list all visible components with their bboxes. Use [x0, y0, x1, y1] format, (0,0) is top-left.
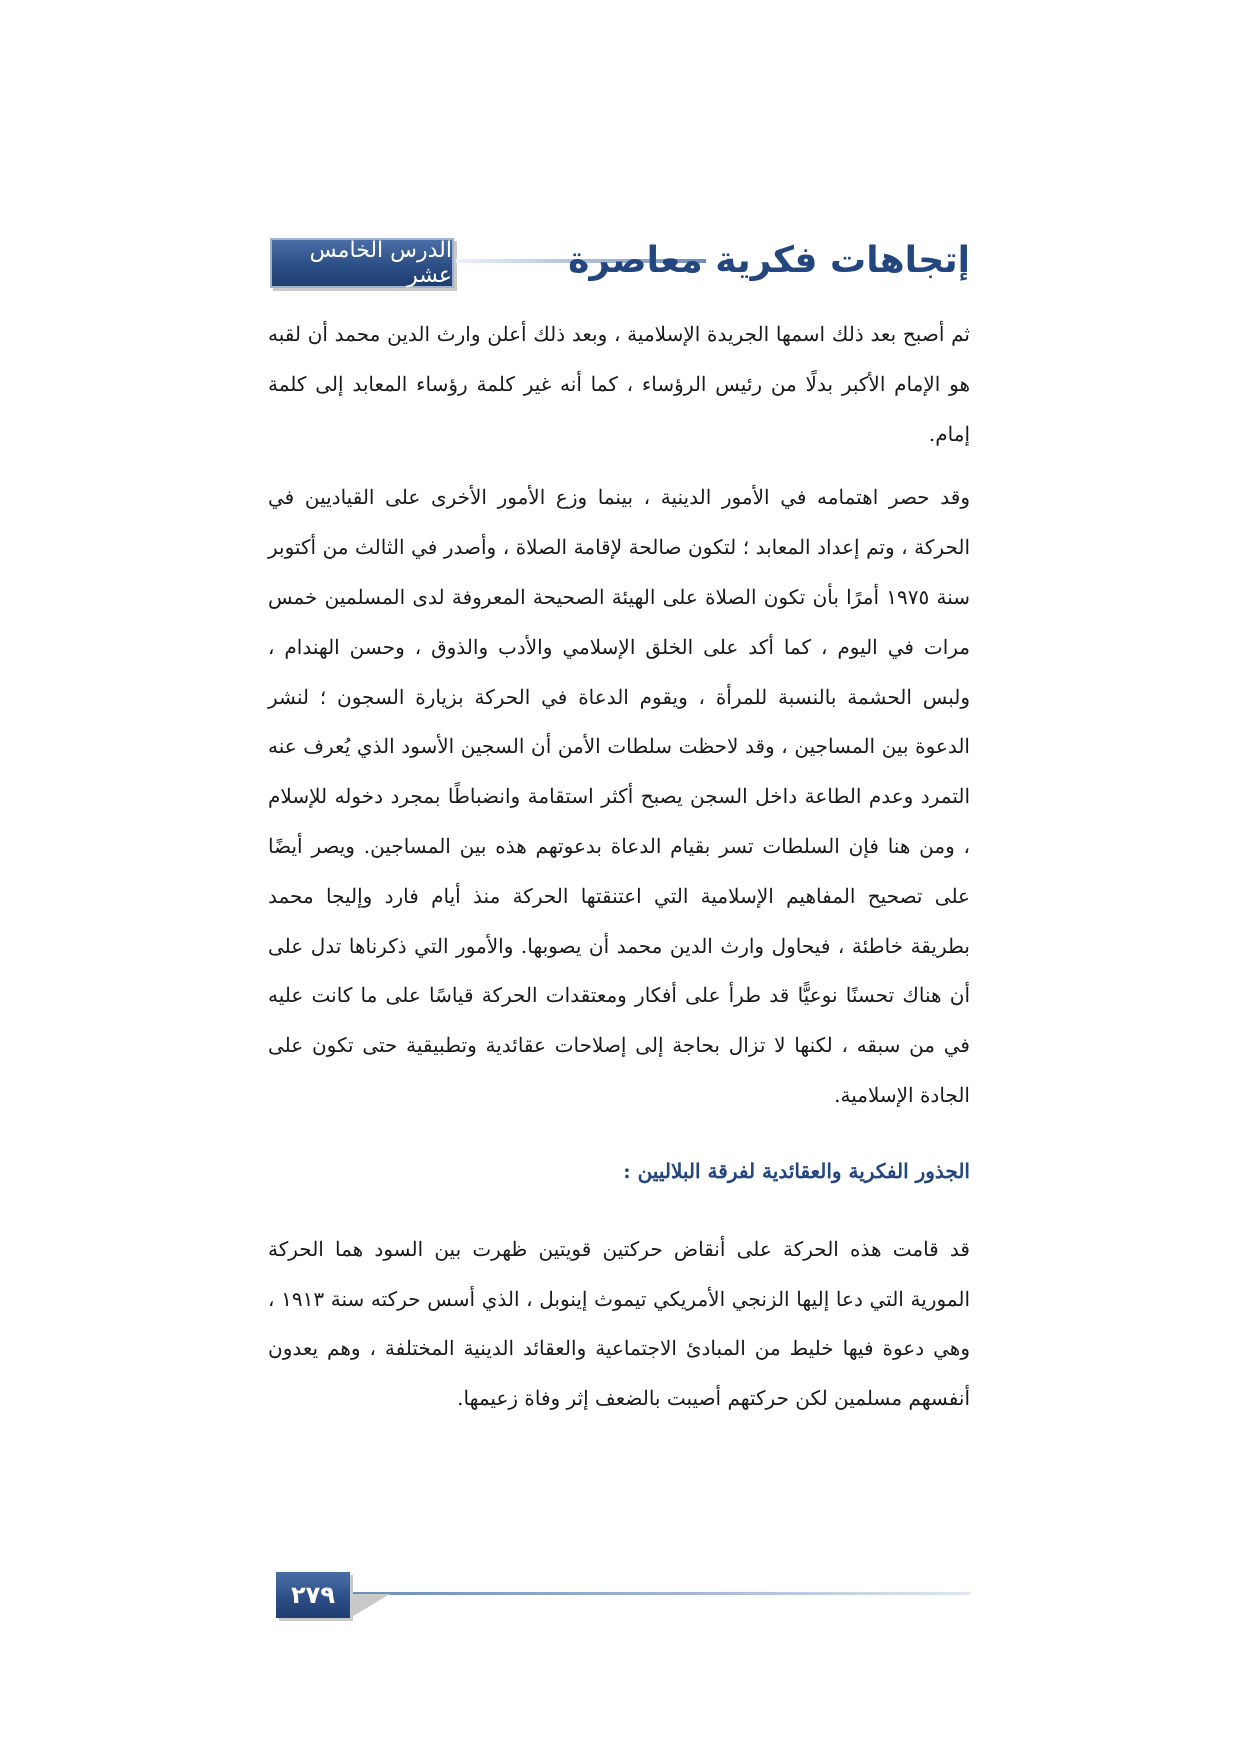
- book-title: إتجاهات فكرية معاصرة: [568, 239, 970, 281]
- footer-divider: [350, 1592, 970, 1595]
- lesson-badge: الدرس الخامس عشر: [270, 238, 454, 288]
- page-header: [270, 232, 970, 288]
- page-content: [268, 310, 970, 1424]
- page-footer: [276, 1572, 970, 1622]
- paragraph: قد قامت هذه الحركة على أنقاض حركتين قويتين ظهرت بين السود هما الحركة المورية التي دعا إليها الزنجي الأمريكي تيموث إينوبل ، الذي أسس حركته سنة ١٩١٣ ، وهي دعوة فيها خليط من المبادئ الاجتماعية والعقائد الدينية المختلفة ، وهم يعدون أنفسهم مسلمين لكن حركتهم أصيبت بالضعف إثر وفاة زعيمها.: [268, 1236, 971, 1411]
- page-number: ٢٧٩: [276, 1572, 350, 1618]
- section-heading: الجذور الفكرية والعقائدية لفرقة البلاليين :: [623, 1158, 970, 1183]
- paragraph: وقد حصر اهتمامه في الأمور الدينية ، بينما وزع الأمور الأخرى على القياديين في الحركة ، وتم إعداد المعابد ؛ لتكون صالحة لإقامة الصلاة ، وأصدر في الثالث من أكتوبر سنة ١٩٧٥ أمرًا بأن تكون الصلاة على الهيئة الصحيحة المعروفة لدى المسلمين خمس مرات في اليوم ، كما أكد على الخلق الإسلامي والأدب والذوق ، وحسن الهندام ، ولبس الحشمة بالنسبة للمرأة ، ويقوم الدعاة في الحركة بزيارة السجون ؛ لنشر الدعوة بين المساجين ، وقد لاحظت سلطات الأمن أن السجين الأسود الذي يُعرف عنه التمرد وعدم الطاعة داخل السجن يصبح أكثر استقامة وانضباطًا بمجرد دخوله للإسلام ، ومن هنا فإن السلطات تسر بقيام الدعاة بدعوتهم هذه بين المساجين. ويصر أيضًا على تصحيح المفاهيم الإسلامية التي اعتنقتها الحركة منذ أيام فارد وإليجا محمد بطريقة خاطئة ، فيحاول وارث الدين محمد أن يصوبها. والأمور التي ذكرناها تدل على أن هناك تحسنًا نوعيًّا قد طرأ على أفكار ومعتقدات الحركة قياسًا على ما كانت عليه في من سبقه ، لكنها لا تزال بحاجة إلى إصلاحات عقائدية وتطبيقية حتى تكون على الجادة الإسلامية.: [268, 485, 971, 1107]
- footer-shadow-corner: [350, 1594, 390, 1618]
- paragraph: ثم أصبح بعد ذلك اسمها الجريدة الإسلامية ، وبعد ذلك أعلن وارث الدين محمد أن لقبه هو الإمام الأكبر بدلًا من رئيس الرؤساء ، كما أنه غير كلمة رؤساء المعابد إلى كلمة إمام.: [268, 322, 970, 446]
